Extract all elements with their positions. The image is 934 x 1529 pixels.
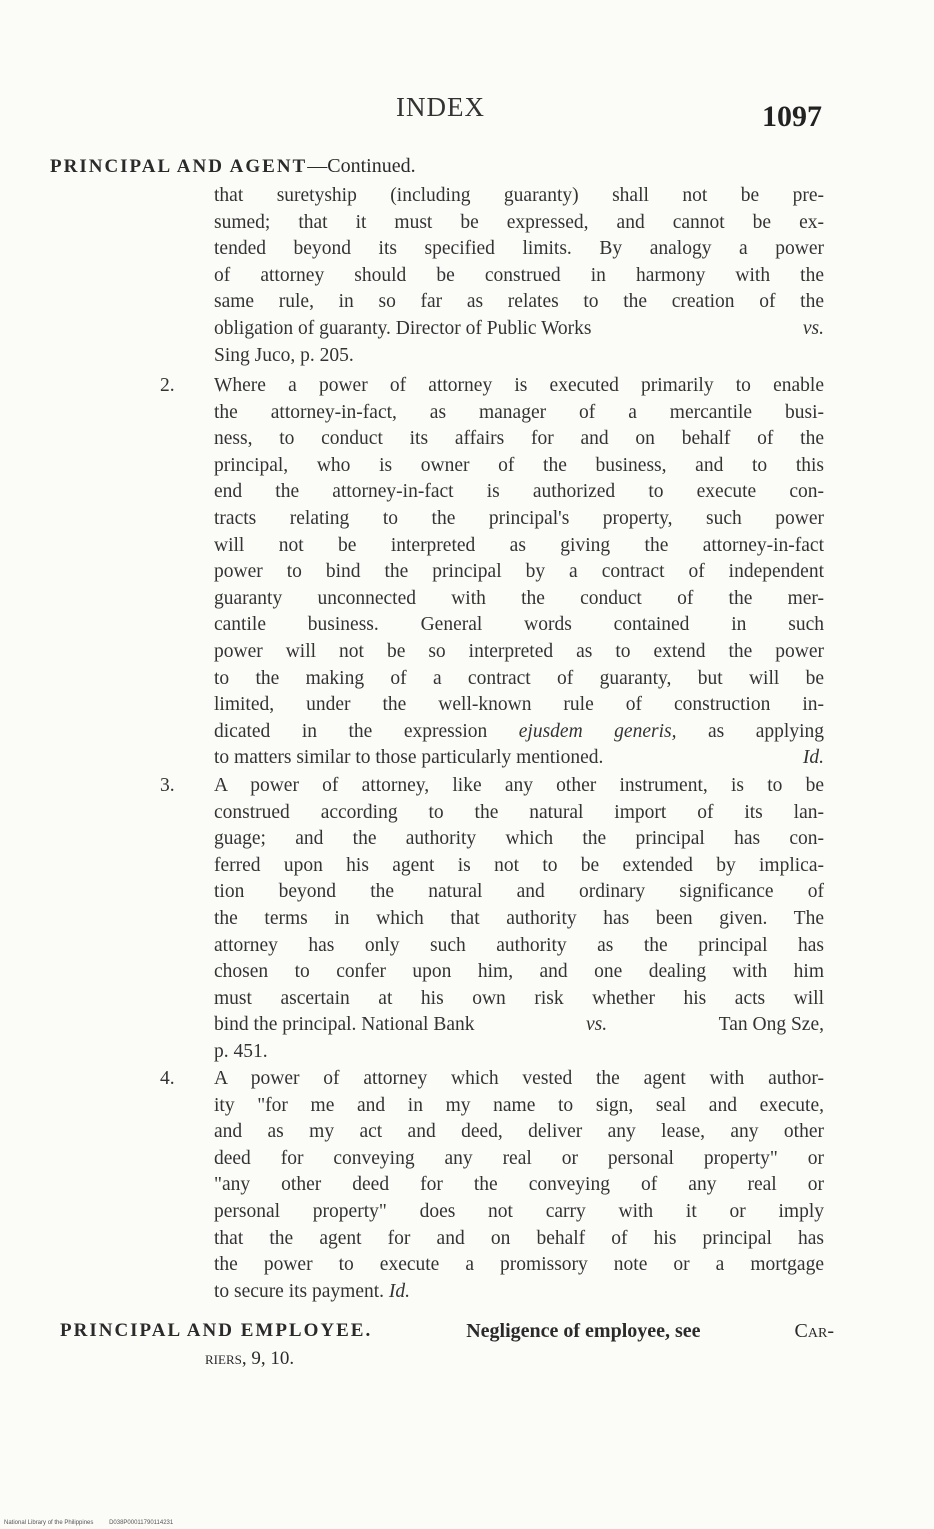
cross-reference: riers, xyxy=(205,1348,247,1369)
text-line: that suretyship (including guaranty) shall not be pre- xyxy=(214,185,824,206)
text-line: power will not be so interpreted as to extend the power xyxy=(214,640,824,662)
text-line xyxy=(214,745,824,772)
text-line: personal property" does not carry with it or imply xyxy=(214,1200,824,1222)
text-line: ferred upon his agent is not to be extended by implica- xyxy=(214,854,824,876)
text-fragment: A power of attorney which vested the agent with author- xyxy=(214,1068,824,1089)
running-title: INDEX xyxy=(396,92,485,122)
text-line: limited, under the well-known rule of construction in- xyxy=(214,694,824,716)
case-vs: vs. xyxy=(802,317,824,339)
text-line: ness, to conduct its affairs for and on behalf of the xyxy=(214,428,824,450)
text-line: end the attorney-in-fact is authorized to execute con- xyxy=(214,481,824,503)
entry-item-2 xyxy=(160,373,824,772)
text-line: chosen to confer upon him, and one dealing with him xyxy=(214,961,824,983)
text-line: that the agent for and on behalf of his principal has xyxy=(214,1227,824,1249)
text-line xyxy=(160,373,824,400)
case-vs: vs. xyxy=(586,1014,608,1036)
text-fragment: Where a power of attorney is executed primarily to enable xyxy=(214,375,824,396)
text-fragment: to secure its payment. xyxy=(214,1280,385,1302)
text-fragment: A power of attorney, like any other instrument, is to be xyxy=(214,775,824,796)
text-line: the terms in which that authority has been given. The xyxy=(214,907,824,929)
text-fragment: obligation of guaranty. Director of Public Works xyxy=(214,317,592,339)
text-line: the attorney-in-fact, as manager of a mercantile busi- xyxy=(214,401,824,423)
text-line xyxy=(60,1318,834,1344)
entry-item-3 xyxy=(160,773,824,1066)
entry-heading-principal-and-employee xyxy=(60,1318,834,1374)
item-number: 2. xyxy=(160,375,175,396)
text-line: to the making of a contract of guaranty, but will be xyxy=(214,667,824,689)
text-line: tion beyond the natural and ordinary significance of xyxy=(214,881,824,903)
text-line: will not be interpreted as giving the attorney-in-fact xyxy=(214,534,824,556)
cross-reference: Car- xyxy=(794,1320,834,1342)
headword: PRINCIPAL AND EMPLOYEE. xyxy=(60,1320,373,1341)
text-line: p. 451. xyxy=(214,1040,268,1062)
text-line: construed according to the natural import of its lan- xyxy=(214,801,824,823)
text-line: principal, who is owner of the business, and to this xyxy=(214,454,824,476)
text-line xyxy=(160,1066,824,1093)
continued-label: —Continued. xyxy=(307,155,416,177)
text-line: ity "for me and in my name to sign, seal and execute, xyxy=(214,1094,824,1116)
text-line: tended beyond its specified limits. By analogy a power xyxy=(214,238,824,260)
text-fragment: Tan Ong Sze, xyxy=(718,1014,824,1036)
headword: PRINCIPAL AND AGENT xyxy=(50,156,308,177)
text-line: "any other deed for the conveying of any real or xyxy=(214,1174,824,1196)
text-line xyxy=(214,719,824,746)
text-line: Sing Juco, p. 205. xyxy=(214,344,354,366)
item-number: 4. xyxy=(160,1068,175,1089)
cross-reference-numbers: 9, 10. xyxy=(251,1348,295,1369)
running-head xyxy=(0,92,934,132)
text-line xyxy=(160,773,824,800)
text-line: same rule, in so far as relates to the creation of the xyxy=(214,291,824,313)
text-line: guaranty unconnected with the conduct of the mer- xyxy=(214,587,824,609)
text-line: guage; and the authority which the principal has con- xyxy=(214,828,824,850)
entry-item-4 xyxy=(160,1066,824,1305)
item-number: 3. xyxy=(160,775,175,796)
text-line: sumed; that it must be expressed, and cannot be ex- xyxy=(214,211,824,233)
text-line xyxy=(60,1344,834,1374)
text-line: deed for conveying any real or personal property" or xyxy=(214,1147,824,1169)
entry-paragraph-continued xyxy=(214,183,824,369)
page-number: 1097 xyxy=(762,100,822,133)
text-line: tracts relating to the principal's property, such power xyxy=(214,507,824,529)
text-line: power to bind the principal by a contract of independent xyxy=(214,561,824,583)
entry-heading-principal-and-agent xyxy=(50,153,850,180)
text-line: and as my act and deed, deliver any lease, any other xyxy=(214,1121,824,1143)
text-line: of attorney should be construed in harmony with the xyxy=(214,264,824,286)
latin-phrase: ejusdem generis, xyxy=(518,720,677,742)
text-line xyxy=(214,1279,824,1306)
entry-text: Negligence of employee, see xyxy=(466,1320,701,1342)
text-line xyxy=(214,1012,824,1039)
scan-footer xyxy=(4,1520,187,1526)
text-line: attorney has only such authority as the principal has xyxy=(214,934,824,956)
library-credit: National Library of the Philippines xyxy=(4,1520,94,1526)
text-line: cantile business. General words contained in such xyxy=(214,614,824,636)
text-fragment: bind the principal. National Bank xyxy=(214,1014,475,1036)
text-line: must ascertain at his own risk whether his acts will xyxy=(214,987,824,1009)
citation-id: Id. xyxy=(802,747,824,769)
text-fragment: dicated in the expression xyxy=(214,720,519,742)
text-fragment: to matters similar to those particularly mentioned. xyxy=(214,747,604,769)
citation-id: Id. xyxy=(388,1280,411,1302)
text-line xyxy=(214,316,824,343)
text-fragment: as applying xyxy=(676,720,824,742)
scan-code: D038P00011790114231 xyxy=(109,1520,174,1526)
text-line: the power to execute a promissory note or a mortgage xyxy=(214,1254,824,1276)
